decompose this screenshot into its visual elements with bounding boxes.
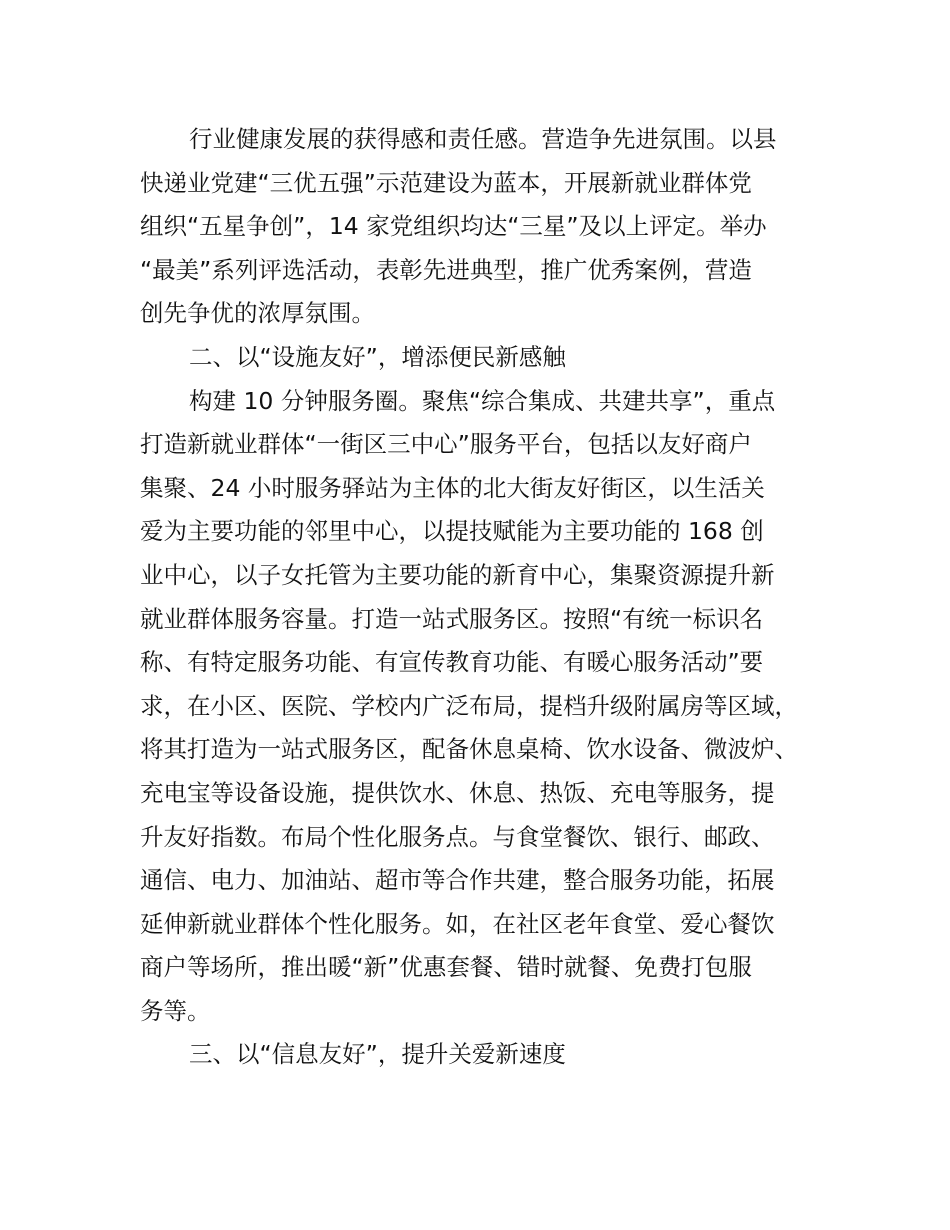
- paragraph-line: 就业群体服务容量。打造一站式服务区。按照“有统一标识名: [140, 604, 764, 633]
- paragraph-line: 务等。: [140, 996, 211, 1025]
- paragraph-line: 爱为主要功能的邻里中心，以提技赋能为主要功能的 168 创: [140, 517, 764, 546]
- paragraph-line: 创先争优的浓厚氛围。: [140, 299, 375, 328]
- paragraph-2: [140, 380, 835, 1034]
- paragraph-line: 升友好指数。布局个性化服务点。与食堂餐饮、银行、邮政、: [140, 822, 775, 851]
- paragraph-line: 通信、电力、加油站、超市等合作共建，整合服务功能，拓展: [140, 866, 775, 895]
- paragraph-line: 快递业党建“三优五强”示范建设为蓝本，开展新就业群体党: [140, 168, 752, 197]
- paragraph-line: 构建 10 分钟服务圈。聚焦“综合集成、共建共享”，重点: [189, 386, 776, 415]
- paragraph-line: 集聚、24 小时服务驿站为主体的北大街友好街区，以生活关: [140, 473, 765, 502]
- paragraph-line: 将其打造为一站式服务区，配备休息桌椅、饮水设备、微波炉、: [140, 735, 798, 764]
- paragraph-line: 打造新就业群体“一街区三中心”服务平台，包括以友好商户: [140, 430, 752, 459]
- paragraph-line: 称、有特定服务功能、有宣传教育功能、有暖心服务活动”要: [140, 648, 764, 677]
- paragraph-line: 商户等场所，推出暖“新”优惠套餐、错时就餐、免费打包服: [140, 953, 752, 982]
- paragraph-1: [140, 118, 835, 336]
- paragraph-line: 组织“五星争创”，14 家党组织均达“三星”及以上评定。举办: [140, 212, 767, 241]
- section-heading-2: [140, 336, 835, 380]
- document-body: [140, 118, 835, 1077]
- section-heading: 三、以“信息友好”，提升关爱新速度: [189, 1040, 566, 1069]
- section-heading-3: [140, 1033, 835, 1077]
- paragraph-line: 充电宝等设备设施，提供饮水、休息、热饭、充电等服务，提: [140, 778, 775, 807]
- paragraph-line: 求，在小区、医院、学校内广泛布局，提档升级附属房等区域，: [140, 691, 798, 720]
- paragraph-line: 业中心，以子女托管为主要功能的新育中心，集聚资源提升新: [140, 560, 775, 589]
- paragraph-line: “最美”系列评选活动，表彰先进典型，推广优秀案例，营造: [140, 255, 752, 284]
- paragraph-line: 延伸新就业群体个性化服务。如，在社区老年食堂、爱心餐饮: [140, 909, 775, 938]
- paragraph-line: 行业健康发展的获得感和责任感。营造争先进氛围。以县: [189, 125, 777, 153]
- section-heading: 二、以“设施友好”，增添便民新感触: [189, 342, 566, 371]
